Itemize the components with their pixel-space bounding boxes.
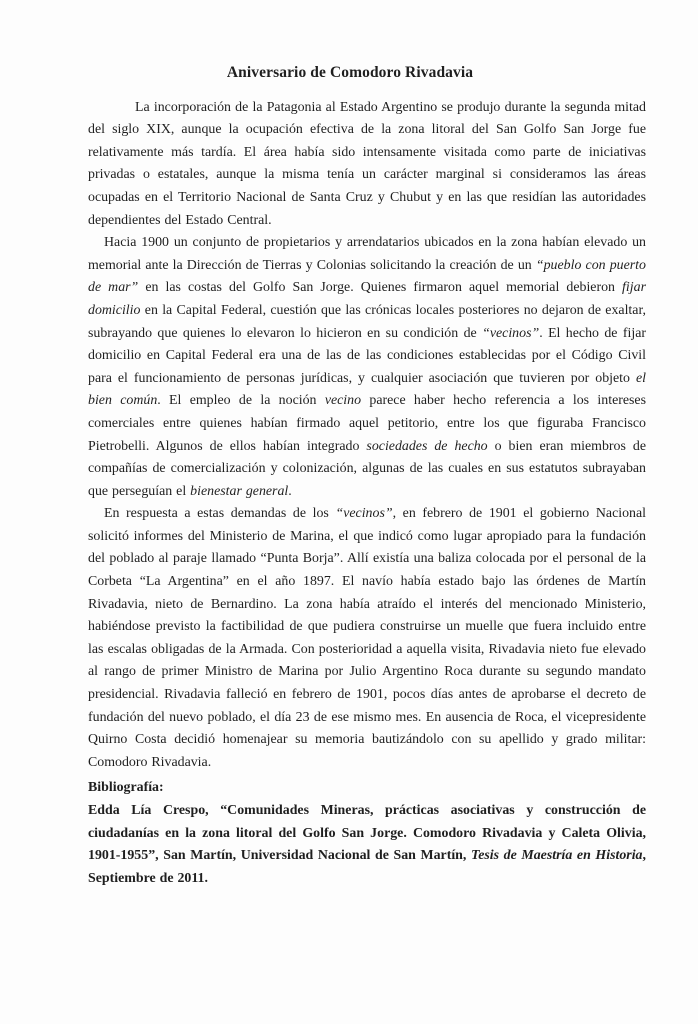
- text-run: fijar domicilio: [88, 280, 646, 318]
- text-run: vecino: [324, 393, 362, 409]
- document-paragraphs: [88, 97, 646, 775]
- text-run: , Septiembre de 2011.: [88, 848, 646, 886]
- text-run: “vecinos”: [482, 325, 540, 341]
- paragraph: [88, 232, 646, 503]
- text-run: .: [288, 483, 292, 499]
- text-run: en las costas del Golfo San Jorge. Quienes firmaron aquel memorial debieron: [138, 280, 623, 296]
- text-run: bienestar general: [190, 483, 289, 499]
- paragraph: [88, 97, 646, 233]
- text-run: el bien común: [88, 370, 646, 409]
- text-run: o bien eran miembros de compañías de comercialización y colonización, algunas de las cuales en sus estatutos subrayaban que perseguían el: [88, 438, 646, 499]
- text-run: La incorporación de la Patagonia al Estado Argentino se produjo durante la segunda mitad del siglo XIX, aunque la ocupación efectiva de la zona litoral del San Golfo San Jorge fue relativamente más tardía. El área había sido intensamente visitada como parte de iniciativas privadas o estatales, aunque la misma tenía un carácter marginal si consideramos las áreas ocupadas en el Territorio Nacional de Santa Cruz y Chubut y en las que residían las autoridades dependientes del Estado Central.: [88, 99, 646, 228]
- text-run: , en febrero de 1901 el gobierno Nacional solicitó informes del Ministerio de Marina, el que indicó como lugar apropiado para la fundación del poblado al paraje llamado “Punta Borja”. Allí existía una baliza colocada por el personal de la Corbeta “La Argentina” en el año 1897. El navío había estado bajo las órdenes de Martín Rivadavia, nieto de Bernardino. La zona había atraído el interés del mencionado Ministerio, habiéndose previsto la factibilidad de que pudiera construirse un muelle que fuera incluido entre las escalas obligadas de la Armada. Con posterioridad a aquella visita, Rivadavia nieto fue elevado al rango de primer Ministro de Marina por Julio Argentino Roca durante su segundo mandato presidencial. Rivadavia falleció en febrero de 1901, pocos días antes de aprobarse el decreto de fundación del nuevo poblado, el día 23 de ese mismo mes. En ausencia de Roca, el vicepresidente Quirno Costa decidió homenajear su memoria bautizándolo con su apellido y grado militar: Comodoro Rivadavia.: [88, 506, 647, 770]
- bibliography-entry: [88, 800, 646, 890]
- text-run: en la Capital Federal, cuestión que las crónicas locales posteriores no dejaron de exaltar, subrayando que quienes lo elevaron lo hicieron en su condición de: [88, 302, 646, 341]
- paragraph: [88, 503, 646, 774]
- text-run: parece haber hecho referencia a los intereses comerciales entre quienes habían firmado aquel petitorio, entre los que figuraba Francisco Pietrobelli. Algunos de ellos habían integrado: [88, 393, 646, 454]
- text-run: Tesis de Maestría en Historia: [471, 848, 643, 864]
- text-run: . El empleo de la noción: [157, 393, 325, 409]
- text-run: Edda Lía Crespo, “Comunidades Mineras, prácticas asociativas y construcción de ciudadanías en la zona litoral del Golfo San Jorge. Comodoro Rivadavia y Caleta Olivia, 1901-1955”, San Martín, Universidad Nacional de San Martín,: [88, 803, 646, 864]
- text-run: “vecinos”: [335, 506, 393, 522]
- text-run: . El hecho de fijar domicilio en Capital Federal era una de las de las condiciones establecidas por el Código Civil para el funcionamiento de personas jurídicas, y cualquier asociación que tuvieren por objeto: [88, 325, 646, 386]
- text-run: En respuesta a estas demandas de los: [104, 506, 336, 522]
- bibliography-heading: Bibliografía:: [88, 780, 164, 796]
- text-run: sociedades de hecho: [366, 438, 488, 454]
- text-run: Hacia 1900 un conjunto de propietarios y arrendatarios ubicados en la zona habían elevado un memorial ante la Dirección de Tierras y Colonias solicitando la creación de un: [88, 235, 646, 273]
- document-title: Aniversario de Comodoro Rivadavia: [226, 64, 474, 81]
- text-run: “pueblo con puerto de mar”: [88, 257, 646, 296]
